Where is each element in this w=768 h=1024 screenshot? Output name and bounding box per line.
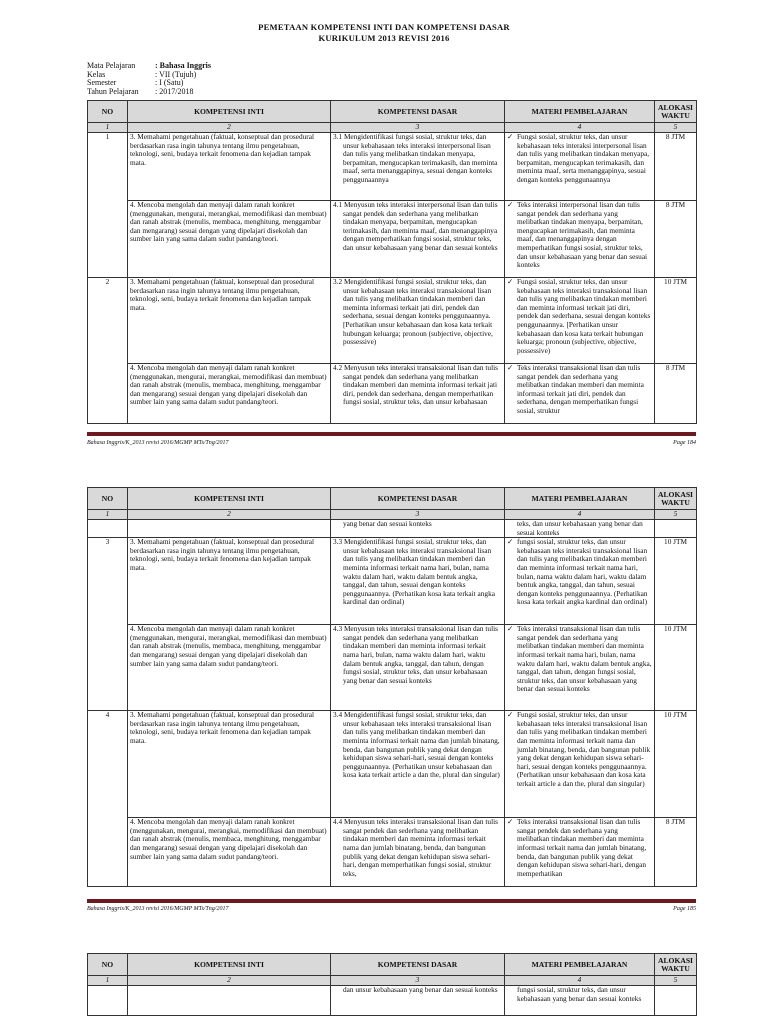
continuation-row	[88, 986, 697, 1016]
column-number: 5	[655, 510, 697, 520]
table-row	[88, 818, 697, 887]
alokasi-cell: 8 JTM	[655, 818, 697, 887]
column-number: 1	[88, 123, 128, 133]
column-number: 3	[331, 510, 505, 520]
page-footer	[87, 440, 696, 446]
kd-cell	[331, 520, 505, 538]
table-row	[88, 538, 697, 625]
column-number: 2	[128, 123, 331, 133]
column-number: 1	[88, 976, 128, 986]
materi-text: fungsi sosial, struktur teks, dan unsur kebahasaan teks interaksi transaksional lisan dan tulis yang melibatkan tindakan memberi dan meminta informasi terkait nama hari, bulan, nama waktu dalam hari, waktu dalam bentuk angka, tanggal, dan tahun, sesuai dengan konteks penggunaannya. (Perhatikan kosa kata terkait angka kardinal dan ordinal)	[517, 537, 648, 607]
meta-value: : I (Satu)	[155, 78, 184, 88]
row-number: 3	[88, 538, 128, 711]
checkmark-icon: ✓	[507, 537, 514, 547]
col-header-alokasi: ALOKASI WAKTU	[655, 101, 697, 123]
empty-cell	[88, 520, 128, 538]
kd-cell	[331, 364, 505, 424]
document-title	[0, 22, 768, 44]
checkmark-icon: ✓	[507, 277, 514, 286]
materi-text: fungsi sosial, struktur teks, dan unsur kebahasaan yang benar dan sesuai konteks	[517, 985, 642, 1003]
footer-page-number: Page 184	[673, 440, 696, 446]
checkmark-icon: ✓	[507, 200, 514, 209]
kd-text: 3.4 Mengidentifikasi fungsi sosial, struktur teks, dan unsur kebahasaan teks interaksi transaksional lisan dan tulis yang melibatkan tindakan memberi dan meminta informasi terkait nama dan jumlah binatang, benda, dan bangunan publik yang dekat dengan kehidupan siswa sehari-hari, sesuai dengan konteks penggunaannya. (Perhatikan unsur kebahasaan dan kosa kata terkait article a dan the, plural dan singular)	[333, 710, 500, 780]
ki-4-cell: 4. Mencoba mengolah dan menyaji dalam ranah konkret (menggunakan, mengurai, merangkai, memodifikasi dan membuat) dan ranah abstrak (menulis, membaca, menghitung, menggambar dan mengarang) sesuai dengan yang dipelajari disekolah dan sumber lain yang sama dalam sudut pandang/teori.	[128, 818, 331, 887]
materi-cell	[505, 625, 655, 711]
table-row	[88, 711, 697, 818]
materi-cell	[505, 986, 655, 1016]
empty-cell	[128, 986, 331, 1016]
col-header-ki: KOMPETENSI INTI	[128, 488, 331, 510]
col-header-kd: KOMPETENSI DASAR	[331, 101, 505, 123]
kd-cell	[331, 133, 505, 201]
column-number-row	[88, 976, 697, 986]
alokasi-cell: 10 JTM	[655, 538, 697, 625]
col-header-no: NO	[88, 101, 128, 123]
document-meta	[87, 62, 211, 96]
kd-cell	[331, 538, 505, 625]
footer-page-number: Page 185	[673, 906, 696, 912]
col-header-no: NO	[88, 488, 128, 510]
meta-value: : 2017/2018	[155, 86, 194, 96]
col-header-no: NO	[88, 954, 128, 976]
table-row	[88, 364, 697, 424]
ki-4-cell: 4. Mencoba mengolah dan menyaji dalam ranah konkret (menggunakan, mengurai, merangkai, memodifikasi dan membuat) dan ranah abstrak (menulis, membaca, menghitung, menggambar dan mengarang) sesuai dengan yang dipelajari disekolah dan sumber lain yang sama dalam sudut pandang/teori.	[128, 201, 331, 278]
alokasi-cell: 10 JTM	[655, 625, 697, 711]
kd-cell	[331, 201, 505, 278]
title-line-1: PEMETAAN KOMPETENSI INTI DAN KOMPETENSI DASAR	[258, 22, 510, 32]
table-row	[88, 278, 697, 364]
page-footer	[87, 906, 696, 912]
materi-cell	[505, 520, 655, 538]
row-number: 2	[88, 278, 128, 424]
row-number: 1	[88, 133, 128, 278]
kd-text: 4.2 Menyusun teks interaksi transaksional lisan dan tulis sangat pendek dan sederhana yang melibatkan tindakan memberi dan meminta informasi terkait jati diri, pendek dan sederhana, dengan memperhatikan fungsi sosial, struktur teks, dan unsur kebahasaan	[333, 363, 498, 407]
table-row	[88, 133, 697, 201]
col-header-kd: KOMPETENSI DASAR	[331, 488, 505, 510]
meta-key: Tahun Pelajaran	[87, 86, 139, 96]
materi-text: teks, dan unsur kebahasaan yang benar dan sesuai konteks	[517, 519, 643, 537]
column-number-row	[88, 123, 697, 133]
materi-text: Teks interaksi transaksional lisan dan tulis sangat pendek dan sederhana yang melibatkan tindakan memberi dan meminta informasi terkait jati diri, pendek dan sederhana, dengan memperhatikan fungsi sosial, struktur	[517, 363, 644, 415]
ki-3-cell: 3. Memahami pengetahuan (faktual, konseptual dan prosedural berdasarkan rasa ingin tahunya tentang ilmu pengetahuan, teknologi, seni, budaya terkait fenomena dan kejadian tampak mata.	[128, 711, 331, 818]
table-row	[88, 201, 697, 278]
continuation-row	[88, 520, 697, 538]
materi-cell	[505, 364, 655, 424]
alokasi-cell: 8 JTM	[655, 133, 697, 201]
kd-cell	[331, 625, 505, 711]
footer-left: Bahasa Inggris/K_2013 revisi 2016/MGMP MTs/Tng/2017	[87, 440, 229, 446]
col-header-alokasi: ALOKASI WAKTU	[655, 488, 697, 510]
empty-cell	[655, 986, 697, 1016]
kd-text: 3.2 Mengidentifikasi fungsi sosial, struktur teks, dan unsur kebahasaan teks interaksi transaksional lisan dan tulis yang melibatkan tindakan memberi dan meminta informasi terkait jati diri, pendek dan sederhana, sesuai dengan konteks penggunaannya. [Perhatikan unsur kebahasaan dan kosa kata terkait hubungan keluarga; pronoun (subjective, objective, possessive)	[333, 277, 493, 347]
meta-row	[87, 88, 211, 97]
col-header-materi: MATERI PEMBELAJARAN	[505, 954, 655, 976]
kd-text: 4.4 Menyusun teks interaksi transaksional lisan dan tulis sangat pendek dan sederhana yang melibatkan tindakan memberi dan meminta informasi terkait nama dan jumlah binatang, benda, dan bangunan publik yang dekat dengan kehidupan siswa sehari-hari, dengan memperhatikan fungsi sosial, struktur teks,	[333, 817, 498, 878]
materi-cell	[505, 538, 655, 625]
kd-text: 3.1 Mengidentifikasi fungsi sosial, struktur teks, dan unsur kebahasaan teks interaksi interpersonal lisan dan tulis yang melibatkan tindakan menyapa, berpamitan, mengucapkan terimakasih, dan meminta maaf, serta menanggapinya, sesuai dengan konteks penggunaannya	[333, 132, 498, 184]
kd-text: 4.3 Menyusun teks interaksi transaksional lisan dan tulis sangat pendek dan sederhana yang melibatkan tindakan memberi dan meminta informasi terkait nama hari, bulan, nama waktu dalam hari, waktu dalam bentuk angka, tanggal, dan tahun, dengan fungsi sosial, struktur teks, dan unsur kebahasaan yang benar dan sesuai konteks	[333, 624, 498, 685]
column-number: 2	[128, 510, 331, 520]
empty-cell	[88, 986, 128, 1016]
alokasi-cell: 10 JTM	[655, 278, 697, 364]
meta-key: Mata Pelajaran	[87, 61, 136, 70]
column-number: 4	[505, 976, 655, 986]
kd-text: 4.1 Menyusun teks interaksi interpersonal lisan dan tulis sangat pendek dan sederhana yang melibatkan tindakan menyapa, berpamitan, mengucapkan terimakasih, dan meminta maaf, dan menanggapinya dengan memperhatikan fungsi sosial, struktur teks, dan unsur kebahasaan yang benar dan sesuai konteks	[333, 200, 498, 252]
checkmark-icon: ✓	[507, 363, 514, 372]
competency-table-page-185	[87, 487, 697, 887]
kd-cell	[331, 278, 505, 364]
col-header-ki: KOMPETENSI INTI	[128, 954, 331, 976]
table-row	[88, 625, 697, 711]
checkmark-icon: ✓	[507, 817, 514, 827]
ki-3-cell: 3. Memahami pengetahuan (faktual, konseptual dan prosedural berdasarkan rasa ingin tahunya tentang ilmu pengetahuan, teknologi, seni, budaya terkait fenomena dan kejadian tampak mata.	[128, 538, 331, 625]
materi-cell	[505, 711, 655, 818]
footer-left: Bahasa Inggris/K_2013 revisi 2016/MGMP MTs/Tng/2017	[87, 906, 229, 912]
empty-cell	[128, 520, 331, 538]
column-number: 4	[505, 510, 655, 520]
materi-cell	[505, 133, 655, 201]
meta-value: : Bahasa Inggris	[155, 61, 212, 70]
table-header-row	[88, 488, 697, 510]
kd-cell	[331, 711, 505, 818]
materi-text: Teks interaksi interpersonal lisan dan tulis sangat pendek dan sederhana yang melibatkan tindakan menyapa, berpamitan, mengucapkan terimakasih, dan meminta maaf, dan menanggapinya dengan memperhatikan fungsi sosial, struktur teks, dan unsur kebahasaan yang benar dan sesuai konteks	[517, 200, 648, 270]
ki-4-cell: 4. Mencoba mengolah dan menyaji dalam ranah konkret (menggunakan, mengurai, merangkai, memodifikasi dan membuat) dan ranah abstrak (menulis, membaca, menghitung, menggambar dan mengarang) sesuai dengan yang dipelajari disekolah dan sumber lain yang sama dalam sudut pandang/teori.	[128, 625, 331, 711]
materi-cell	[505, 818, 655, 887]
materi-text: Teks interaksi transaksional lisan dan tulis sangat pendek dan sederhana yang melibatkan tindakan memberi dan meminta informasi terkait nama dan jumlah binatang, benda, dan bangunan publik yang dekat dengan kehidupan siswa sehari-hari, dengan memperhatikan	[517, 817, 647, 878]
column-number: 3	[331, 123, 505, 133]
col-header-materi: MATERI PEMBELAJARAN	[505, 101, 655, 123]
column-number: 4	[505, 123, 655, 133]
kd-text: yang benar dan sesuai konteks	[343, 519, 432, 528]
table-header-row	[88, 101, 697, 123]
kd-cell	[331, 986, 505, 1016]
page-divider-rule	[87, 899, 696, 903]
column-number: 3	[331, 976, 505, 986]
materi-text: Fungsi sosial, struktur teks, dan unsur kebahasaan teks interaksi interpersonal lisan dan tulis yang melibatkan tindakan menyapa, berpamitan, mengucapkan terimakasih, dan meminta maaf, serta menanggapinya, sesuai dengan konteks penggunaannya	[517, 132, 650, 184]
alokasi-cell: 8 JTM	[655, 364, 697, 424]
column-number: 2	[128, 976, 331, 986]
kd-text: 3.3 Mengidentifikasi fungsi sosial, struktur teks, dan unsur kebahasaan teks interaksi transaksional lisan dan tulis yang melibatkan tindakan memberi dan meminta informasi terkait nama hari, bulan, nama waktu dalam hari, waktu dalam bentuk angka, tanggal, dan tahun, sesuai dengan konteks penggunaannya. (Perhatikan kosa kata terkait angka kardinal dan ordinal)	[333, 537, 495, 607]
meta-key: Semester	[87, 78, 117, 88]
materi-text: Fungsi sosial, struktur teks, dan unsur kebahasaan teks interaksi transaksional lisan dan tulis yang melibatkan tindakan memberi dan meminta informasi terkait nama dan jumlah binatang, benda, dan bangunan publik yang dekat dengan kehidupan siswa sehari-hari, sesuai dengan konteks penggunaannya. (Perhatikan unsur kebahasaan dan kosa kata terkait article a dan the, plural dan singular)	[517, 710, 651, 788]
col-header-alokasi: ALOKASI WAKTU	[655, 954, 697, 976]
column-number-row	[88, 510, 697, 520]
alokasi-cell: 10 JTM	[655, 711, 697, 818]
checkmark-icon: ✓	[507, 132, 514, 141]
materi-cell	[505, 201, 655, 278]
checkmark-icon: ✓	[507, 624, 514, 634]
row-number: 4	[88, 711, 128, 887]
col-header-ki: KOMPETENSI INTI	[128, 101, 331, 123]
meta-value: : VII (Tujuh)	[155, 69, 197, 79]
materi-cell	[505, 278, 655, 364]
col-header-kd: KOMPETENSI DASAR	[331, 954, 505, 976]
checkmark-icon: ✓	[507, 710, 514, 720]
ki-4-cell: 4. Mencoba mengolah dan menyaji dalam ranah konkret (menggunakan, mengurai, merangkai, memodifikasi dan membuat) dan ranah abstrak (menulis, membaca, menghitung, menggambar dan mengarang) sesuai dengan yang dipelajari disekolah dan sumber lain yang sama dalam sudut pandang/teori.	[128, 364, 331, 424]
ki-3-cell: 3. Memahami pengetahuan (faktual, konseptual dan prosedural berdasarkan rasa ingin tahunya tentang ilmu pengetahuan, teknologi, seni, budaya terkait fenomena dan kejadian tampak mata.	[128, 133, 331, 201]
kd-cell	[331, 818, 505, 887]
competency-table-page-184	[87, 100, 697, 424]
col-header-materi: MATERI PEMBELAJARAN	[505, 488, 655, 510]
meta-key: Kelas	[87, 69, 106, 79]
competency-table-page-186	[87, 953, 697, 1016]
column-number: 5	[655, 976, 697, 986]
materi-text: Teks interaksi transaksional lisan dan tulis sangat pendek dan sederhana yang melibatkan tindakan memberi dan meminta informasi terkait nama hari, bulan, nama waktu dalam hari, waktu dalam bentuk angka, tanggal, dan tahun, dengan fungsi sosial, struktur teks, dan unsur kebahasaan yang benar dan sesuai konteks	[517, 624, 652, 694]
ki-3-cell: 3. Memahami pengetahuan (faktual, konseptual dan prosedural berdasarkan rasa ingin tahunya tentang ilmu pengetahuan, teknologi, seni, budaya terkait fenomena dan kejadian tampak mata.	[128, 278, 331, 364]
column-number: 5	[655, 123, 697, 133]
column-number: 1	[88, 510, 128, 520]
title-line-2: KURIKULUM 2013 REVISI 2016	[318, 33, 450, 43]
page-divider-rule	[87, 432, 696, 436]
table-header-row	[88, 954, 697, 976]
empty-cell	[655, 520, 697, 538]
materi-text: Fungsi sosial, struktur teks, dan unsur kebahasaan teks interaksi transaksional lisan dan tulis yang melibatkan tindakan memberi dan meminta informasi terkait jati diri, pendek dan sederhana, sesuai dengan konteks penggunaannya. [Perhatikan unsur kebahasaan dan kosa kata terkait hubungan keluarga; pronoun (subjective, objective, possessive)	[517, 277, 651, 355]
kd-text: dan unsur kebahasaan yang benar dan sesuai konteks	[343, 985, 498, 994]
alokasi-cell: 8 JTM	[655, 201, 697, 278]
